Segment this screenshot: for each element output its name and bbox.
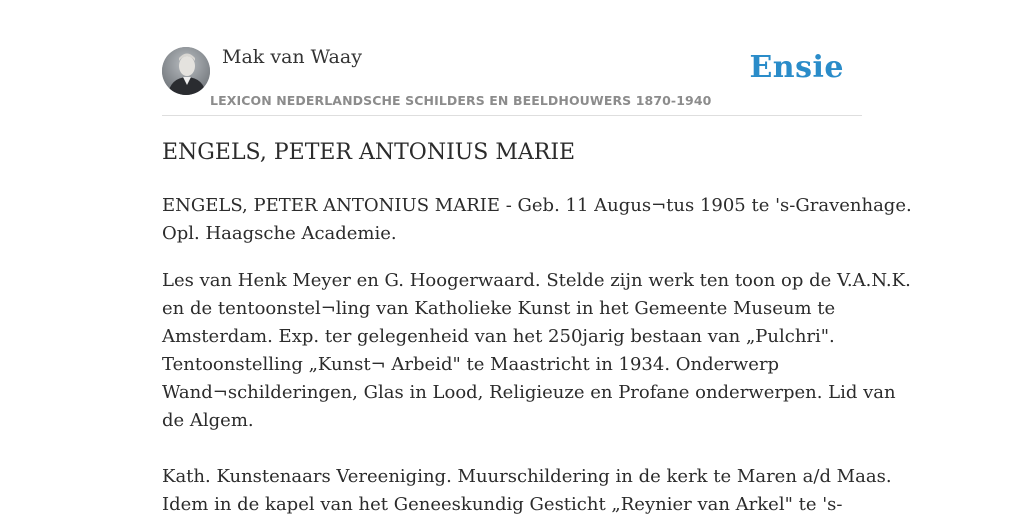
paragraph-1: [162, 192, 912, 248]
paragraph-line: en de tentoonstel¬ling van Katholieke Kunst in het Gemeente Museum te: [162, 298, 836, 319]
author-portrait-icon: [162, 47, 210, 95]
source-title[interactable]: LEXICON NEDERLANDSCHE SCHILDERS EN BEELDHOUWERS 1870-1940: [210, 93, 712, 108]
paragraph-line: Amsterdam. Exp. ter gelegenheid van het 250jarig bestaan van „Pulchri".: [162, 326, 835, 347]
paragraph-line: Idem in de kapel van het Geneeskundig Gesticht „Reynier van Arkel" te 's-: [162, 494, 843, 515]
paragraph-line: Kath. Kunstenaars Vereeniging. Muurschildering in de kerk te Maren a/d Maas.: [162, 466, 892, 487]
paragraph-line: Les van Henk Meyer en G. Hoogerwaard. Stelde zijn werk ten toon op de V.A.N.K.: [162, 270, 911, 291]
brand-logo[interactable]: Ensie: [749, 50, 844, 85]
article-header: [162, 0, 862, 116]
paragraph-line: Opl. Haagsche Academie.: [162, 223, 397, 244]
paragraph-line: Tentoonstelling „Kunst¬ Arbeid" te Maastricht in 1934. Onderwerp: [162, 354, 780, 375]
article-container: [162, 0, 912, 515]
author-name[interactable]: Mak van Waay: [222, 46, 362, 68]
page-title: ENGELS, PETER ANTONIUS MARIE: [162, 140, 576, 165]
paragraph-line: Wand¬schilderingen, Glas in Lood, Religieuze en Profane onderwerpen. Lid van: [162, 382, 896, 403]
author-avatar[interactable]: [162, 47, 210, 95]
paragraph-line: de Algem.: [162, 410, 254, 431]
paragraph-3: [162, 463, 892, 519]
paragraph-line: ENGELS, PETER ANTONIUS MARIE - Geb. 11 Augus¬tus 1905 te 's-Gravenhage.: [162, 195, 912, 216]
paragraph-2: [162, 267, 911, 435]
